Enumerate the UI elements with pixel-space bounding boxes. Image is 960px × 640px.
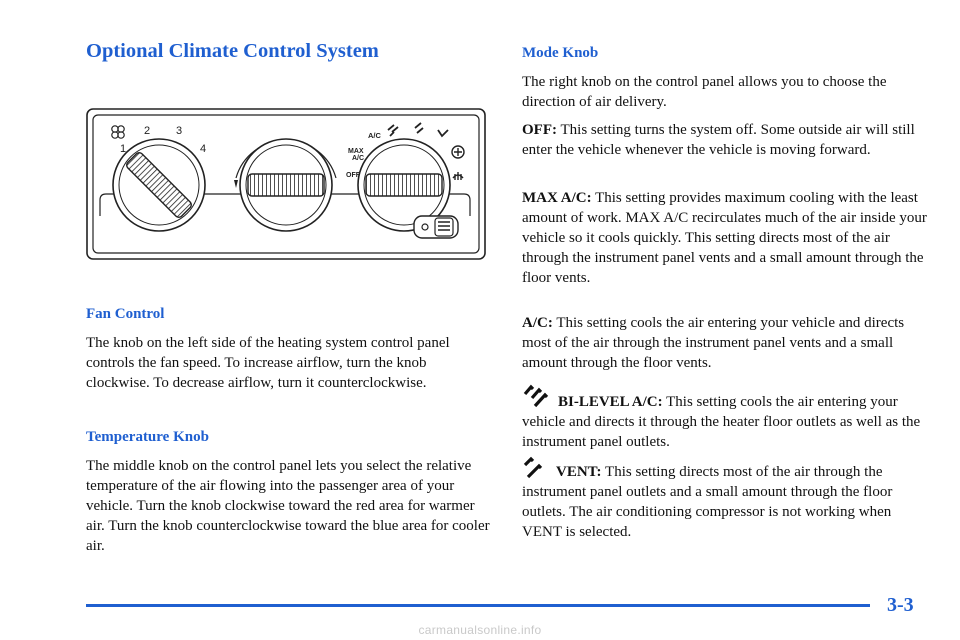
fan-knob[interactable]: [113, 139, 205, 231]
footer-rule: [86, 604, 870, 607]
mode-max-ac-label: MAX A/C:: [522, 190, 592, 206]
mode-off-text: This setting turns the system off. Some outside air will still enter the vehicle whenever the vehicle is moving forward.: [522, 122, 915, 158]
mode-label-max: MAX: [348, 148, 364, 155]
mode-off-label: OFF:: [522, 122, 557, 138]
mode-max-ac-text: This setting provides maximum cooling with the least amount of work. MAX A/C recirculates much of the air inside your vehicle so it cools quickly. This setting directs most of the air through the instrument panel vents and a small amount through the floor vents.: [522, 190, 927, 286]
temperature-knob[interactable]: [240, 139, 332, 231]
mode-vent-text: This setting directs most of the air through the instrument panel outlets and a small amount through the floor outlets. The air conditioning compressor is not working when VENT is selected.: [522, 464, 893, 540]
mode-vent-label: VENT:: [556, 464, 602, 480]
mode-label-off: OFF: [346, 172, 360, 179]
page-number: 3-3: [887, 594, 914, 616]
mode-ac-description: [522, 313, 927, 373]
rear-defog-button[interactable]: [414, 216, 458, 238]
vent-mode-icon: [522, 456, 550, 480]
page-title: Optional Climate Control System: [86, 40, 379, 62]
fan-label-2: 2: [144, 125, 151, 137]
mode-ac-label: A/C:: [522, 315, 553, 331]
mode-ac-text: This setting cools the air entering your vehicle and directs most of the air through the instrument panel vents and a small amount through the floor vents.: [522, 315, 905, 371]
mode-bilevel-description: [522, 384, 927, 452]
mode-bilevel-label: BI-LEVEL A/C:: [558, 394, 663, 410]
fan-label-1: 1: [120, 143, 127, 155]
bilevel-ac-icon: [522, 384, 552, 410]
mode-off-description: [522, 120, 927, 160]
mode-knob-intro: The right knob on the control panel allows you to choose the direction of air delivery.: [522, 74, 887, 110]
mode-label-max-ac: A/C: [352, 155, 365, 162]
mode-label-ac: A/C: [368, 131, 381, 140]
fan-control-body: The knob on the left side of the heating system control panel controls the fan speed. To increase airflow, turn the knob clockwise. To decrease airflow, turn it counterclockwise.: [86, 335, 450, 391]
climate-control-panel-illustration: [86, 108, 486, 260]
fan-control-heading: Fan Control: [86, 306, 165, 322]
watermark: carmanualsonline.info: [418, 623, 542, 637]
temperature-knob-heading: Temperature Knob: [86, 429, 209, 445]
mode-bilevel-text: This setting cools the air entering your vehicle and directs it through the heater floor outlets as well as the instrument panel outlets.: [522, 394, 921, 450]
mode-knob-heading: Mode Knob: [522, 45, 599, 61]
mode-max-ac-description: [522, 188, 927, 288]
fan-label-4: 4: [200, 143, 207, 155]
mode-vent-description: [522, 456, 927, 542]
temperature-knob-body: The middle knob on the control panel lets you select the relative temperature of the air flowing into the passenger area of your vehicle. Turn the knob clockwise toward the red area for warmer air. Turn the knob counterclockwise toward the blue area for cooler air.: [86, 458, 490, 554]
fan-label-3: 3: [176, 125, 183, 137]
